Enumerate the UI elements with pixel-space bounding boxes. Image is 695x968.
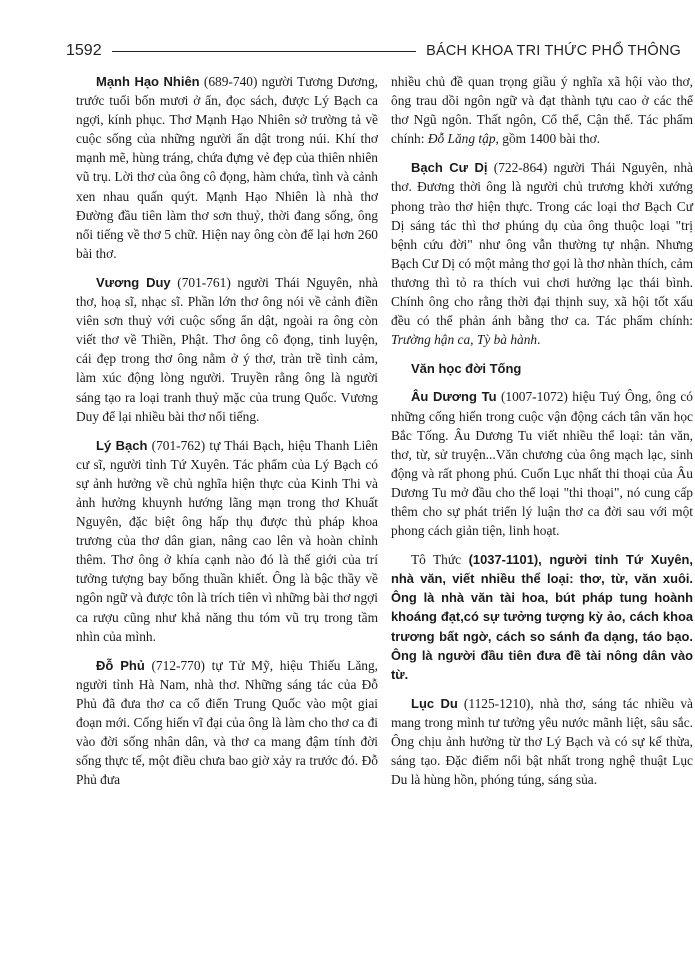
entry-to-thuc [391,550,693,684]
entry-au-duong-tu [391,387,693,540]
work-title: Đỗ Lăng tập [427,131,496,147]
entry-name: Âu Dương Tu [411,389,497,405]
entry-do-phu [76,656,378,790]
entry-body: (722-864) người Thái Nguyên, nhà thơ. Đương thời ông là người chủ trương khởi xướng phong trào thơ hiện thực. Trong các loại thơ Bạch Cư Dị sáng tác thì thơ phúng dụ của ông thuộc loại "trị bệnh cứu đời" như ông vẫn thường tự nhận. Nhưng Bạch Cư Dị có một mảng thơ gọi là thơ nhàn thích, cảm thương thì tỏ ra thích vui chơi hưởng lạc thái bình. Chính ông cho rằng thời đại thịnh suy, xã hội tốt xấu đều có thể phản ánh bằng thơ ca. Tác phẩm chính: [391,160,693,329]
entry-name: Vương Duy [96,274,171,290]
entry-body-end: . [537,332,541,348]
entry-ly-bach [76,436,378,646]
right-column [391,72,693,799]
running-title: BÁCH KHOA TRI THỨC PHỔ THÔNG [426,43,681,59]
entry-name: Mạnh Hạo Nhiên [96,74,200,89]
work-title: Trường hận ca, Tỳ bà hành [391,332,538,348]
header-rule [112,51,417,52]
entry-body: (701-762) tự Thái Bạch, hiệu Thanh Liên cư sĩ, người tỉnh Tứ Xuyên. Tác phẩm của Lý Bạch có sự ảnh hưởng về chủ nghĩa hiện thực của Kinh Thi và ảnh hưởng khuynh hướng lãng mạn trong thơ Khuất Nguyên, đặc biệt ông hấp thụ được thủ pháp khoa trương của thơ dân gian, nâng cao lên và hoàn chỉnh thêm. Thơ ông ở khía cạnh nào đó là thế giới của trí tưởng tượng bay bổng thuần khiết. Ông là bậc thầy về ngôn ngữ và được tôn là trích tiên vì những bài thơ ngợi ca rượu cũng như khả năng thu tóm vũ trụ trong tầm nhìn của mình. [76,437,378,644]
entry-luc-du [391,694,693,789]
entry-name: Lý Bạch [96,437,148,453]
page-number: 1592 [66,42,102,59]
entry-manh-hao-nhien [76,72,378,263]
entry-name: Đỗ Phủ [96,657,145,673]
entry-do-phu-continued [391,72,693,148]
entry-body: (1125-1210), nhà thơ, sáng tác nhiều và mang trong mình tư tưởng yêu nước mãnh liệt, sâu sắc. Ông chịu ảnh hưởng từ thơ Lý Bạch và có sự kế thừa, sáng tạo. Đặc điểm nổi bật nhất trong nghệ thuật Lục Du là hùng hồn, phóng túng, sáng sủa. [391,695,693,788]
entry-body: (1007-1072) hiệu Tuý Ông, ông có những cống hiến trong cuộc vận động cách tân văn học Bắc Tống. Âu Dương Tu viết nhiều thể loại: tản văn, thơ, từ, sử truyện...Văn chương của ông mạch lạc, sinh động và rất phong phú. Cuốn Lục nhất thi thoại của Âu Dương Tu mở đầu cho thể loại "thi thoại", nó cung cấp thêm cho sự phát triển lý luận thơ ca đời sau với một phong cách giản tiện, linh hoạt. [391,389,693,539]
page-header [66,38,681,64]
entry-body-end: , gồm 1400 bài thơ. [495,131,601,147]
left-column [76,72,378,799]
entry-bach-cu-di [391,158,693,349]
entry-body: (701-761) người Thái Nguyên, nhà thơ, hoạ sĩ, nhạc sĩ. Phần lớn thơ ông nói về cảnh điền viên sơn thuỷ với cuộc sống ẩn dật, ngoài ra ông còn viết thơ về Thiền, Phật. Thơ ông cô đọng, tinh luyện, cái đẹp trong thơ ông nằm ở ý thơ, tràn trề tình cảm, làm xúc động lòng người. Truyền rằng ông là người sáng tạo ra loại tranh thuỷ mặc của trung Quốc. Vương Duy để lại nhiều bài thơ nổi tiếng. [76,274,378,424]
section-heading: Văn học đời Tống [411,361,522,377]
entry-vuong-duy [76,273,378,426]
entry-name: Tô Thức [411,552,462,568]
entry-name: Lục Du [411,695,458,711]
entry-body: (689-740) người Tương Dương, trước tuổi bốn mươi ở ẩn, đọc sách, được Lý Bạch ca ngợi, kính phục. Thơ Mạnh Hạo Nhiên sở trường tả về cuộc sống của những người ẩn dật trong núi. Khí thơ mạnh mẽ, hùng tráng, chứa đựng vẻ đẹp của thiên nhiên vũ trụ. Lời thơ của ông cô đọng, hàm chứa, tình và cảnh xen nhau quấn quýt. Mạnh Hạo Nhiên là nhà thơ Đường đầu tiên làm thơ sơn thuỷ, thời đang sống, ông nổi tiếng về thơ 5 chữ. Hiện nay ông còn để lại hơn 260 bài thơ. [76,74,378,261]
entry-body: (712-770) tự Tử Mỹ, hiệu Thiếu Lăng, người tỉnh Hà Nam, nhà thơ. Những sáng tác của Đỗ Phủ đã đưa thơ ca cổ điển Trung Quốc vào một giai đoạn mới. Cống hiến vĩ đại của ông là làm cho thơ ca đi vào đời sống nhân dân, và thơ ca mang đậm tính đời sống thực tế, một điều chưa bao giờ xảy ra trước đó. Đỗ Phủ đưa [76,657,378,788]
entry-body: nhiều chủ đề quan trọng giầu ý nghĩa xã hội vào thơ, ông trau dồi ngôn ngữ và đạt thành tựu cao ở các thể thơ Ngũ ngôn. Thất ngôn, Cổ thể, Cận thể. Tác phẩm chính: [391,74,693,147]
entry-name: Bạch Cư Dị [411,160,488,176]
entry-body: (1037-1101), người tỉnh Tứ Xuyên, nhà văn, viết nhiều thể loại: thơ, từ, văn xuôi. Ông là nhà văn tài hoa, bút pháp tung hoành khoáng đạt,có sự tưởng tượng kỳ ảo, cách khoa trương bất ngờ, cách so sánh đa dạng, táo bạo. Ông là người đầu tiên đưa đề tài nông dân vào từ. [391,552,693,682]
